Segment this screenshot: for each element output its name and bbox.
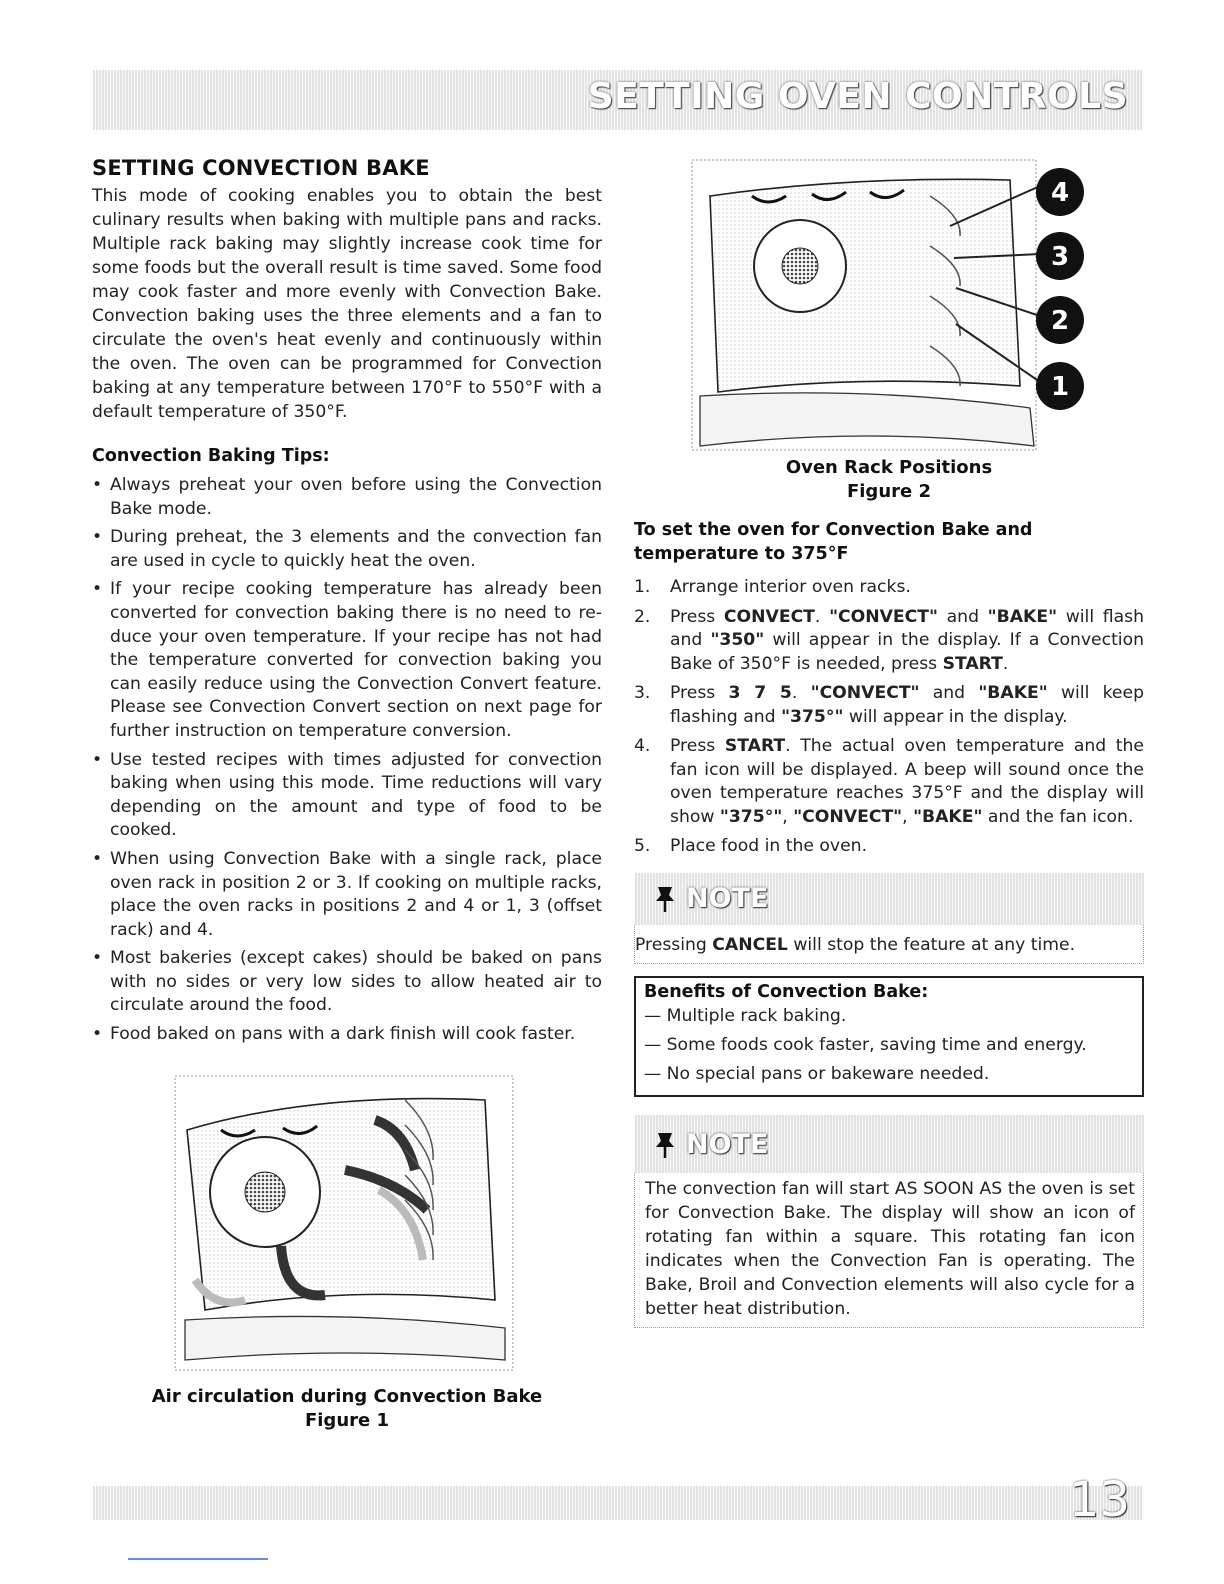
intro-paragraph: This mode of cooking enables you to obtain the best culinary results when baking with multiple pans and racks. Multiple rack baking may slightly increase cook time for some foods but the overall result is time saved. Some food may cook faster and more evenly with Convection Bake. Convection baking uses the three elements and a fan to circulate the oven's heat evenly and continuously within the oven. The oven can be programmed for Convection baking at any temperature between 170°F to 550°F with a default temperature of 350°F.	[92, 186, 602, 422]
list-item: 4. Press START. The actual oven temperature and the fan icon will be displayed. A beep will sound once the oven temperature reaches 375°F and the display will show "375°", "CONVECT", "BAKE" and the fan icon.	[634, 736, 1144, 827]
footer-band	[92, 1472, 1142, 1528]
section-heading: SETTING CONVECTION BAKE	[92, 156, 430, 180]
pushpin-icon	[654, 885, 676, 913]
figure1-illustration	[165, 1070, 525, 1382]
benefits-box	[634, 976, 1144, 1097]
steps-list	[634, 576, 1144, 859]
step-number: 5.	[634, 836, 651, 856]
note-box-fan	[634, 1115, 1144, 1328]
oven-rack-illustration	[690, 156, 1110, 456]
right-column	[634, 456, 1144, 1328]
step-number: 4.	[634, 736, 651, 756]
bottom-rule	[128, 1558, 268, 1560]
rack-label-1: 1	[1050, 372, 1070, 402]
list-item: — No special pans or bakeware needed.	[644, 1063, 990, 1084]
benefits-heading: Benefits of Convection Bake:	[644, 981, 929, 1002]
header-band	[92, 70, 1142, 130]
page-number: 13	[1068, 1472, 1130, 1528]
figure1-caption: Air circulation during Convection Bake	[151, 1386, 543, 1407]
figure1-caption-block	[92, 1385, 602, 1433]
note-label: NOTE	[686, 882, 769, 914]
step-text: Arrange interior oven racks.	[670, 577, 911, 597]
step-number: 1.	[634, 577, 651, 597]
list-item: 3. Press 3 7 5. "CONVECT" and "BAKE" will keep flashing and "375°" will appear in the display.	[634, 683, 1144, 727]
list-item: • Use tested recipes with times adjusted for convection baking when using this mode. Time reductions will vary depending on the amount and type of food to be cooked.	[92, 749, 602, 843]
step-text: Place food in the oven.	[670, 836, 868, 856]
note-band	[634, 1115, 1144, 1173]
step-number: 3.	[634, 683, 651, 703]
list-item: • Always preheat your oven before using the Convection Bake mode.	[92, 474, 602, 521]
figure2-label: Figure 2	[846, 481, 932, 502]
figure2-illustration	[690, 156, 1110, 456]
list-item: • During preheat, the 3 elements and the convection fan are used in cycle to quickly heat the oven.	[92, 526, 602, 573]
oven-airflow-illustration	[165, 1070, 525, 1382]
figure1-label: Figure 1	[304, 1410, 390, 1431]
note-box-cancel	[634, 873, 1144, 964]
rack-label-4: 4	[1050, 178, 1070, 208]
list-item: • If your recipe cooking temperature has already been converted for convection baking there is no need to re-duce your oven temperature. If your recipe has not had the temperature converted for convection baking you can easily reduce using the Convection Convert feature. Please see Convection Convert section on next page for further instruction on temperature conversion.	[92, 578, 602, 743]
list-item	[634, 835, 1144, 859]
list-item: 2. Press CONVECT. "CONVECT" and "BAKE" will flash and "350" will appear in the display. If a Convection Bake of 350°F is needed, press START.	[634, 606, 1144, 674]
list-item: — Multiple rack baking.	[644, 1005, 847, 1026]
list-item: • Food baked on pans with a dark finish will cook faster.	[92, 1023, 602, 1047]
tips-list	[92, 474, 602, 1047]
list-item: • Most bakeries (except cakes) should be baked on pans with no sides or very low sides to allow heated air to circulate around the food.	[92, 947, 602, 1018]
list-item	[634, 576, 1144, 600]
figure2-caption: Oven Rack Positions	[785, 457, 993, 478]
left-column	[92, 156, 602, 1052]
rack-label-2: 2	[1050, 306, 1070, 336]
list-item: • When using Convection Bake with a single rack, place oven rack in position 2 or 3. If cooking on multiple racks, place the oven racks in positions 2 and 4 or 1, 3 (offset rack) and 4.	[92, 848, 602, 942]
list-item: — Some foods cook faster, saving time and energy.	[644, 1034, 1087, 1055]
step-number: 2.	[634, 606, 651, 627]
page-title: SETTING OVEN CONTROLS	[587, 76, 1128, 117]
note-text: The convection fan will start AS SOON AS the oven is set for Convection Bake. The display will show an icon of rotating fan within a square. This rotating fan icon indicates when the Convection Fan is operating. The Bake, Broil and Convection elements will also cycle for a better heat distribution.	[634, 1173, 1144, 1328]
rack-label-3: 3	[1050, 242, 1070, 272]
steps-heading: To set the oven for Convection Bake and temperature to 375°F	[634, 520, 1033, 564]
tips-heading: Convection Baking Tips:	[92, 446, 330, 466]
note-text: Pressing CANCEL will stop the feature at any time.	[634, 925, 1144, 964]
note-label: NOTE	[686, 1128, 769, 1160]
note-band	[634, 873, 1144, 925]
pushpin-icon	[654, 1131, 676, 1159]
